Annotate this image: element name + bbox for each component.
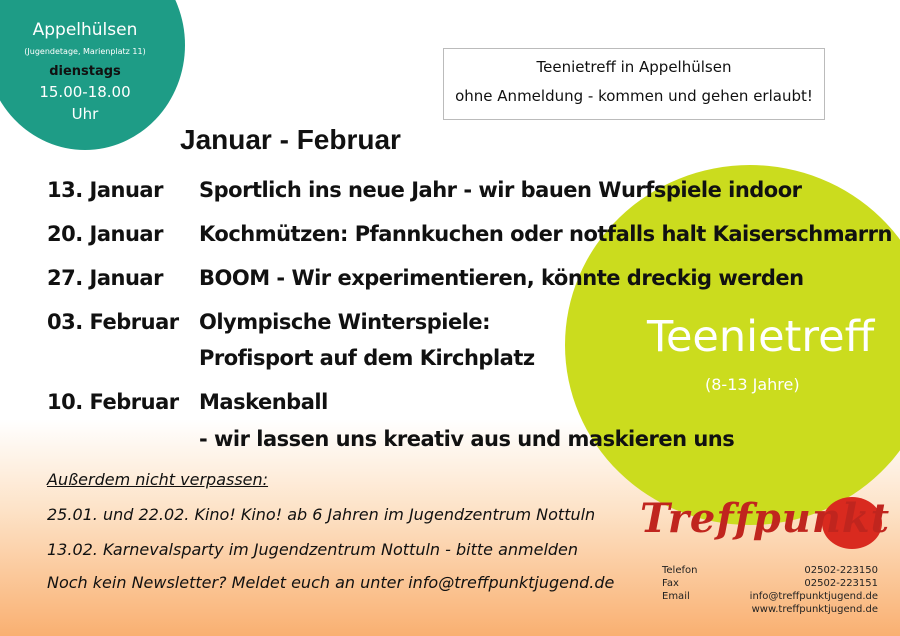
logo-text: Treffpunkt: [640, 495, 891, 542]
contact-label: Telefon: [662, 565, 698, 576]
contact-values: [745, 565, 878, 617]
contact-phone: 02502-223150: [804, 565, 878, 576]
extras-title: Außerdem nicht verpassen:: [47, 470, 269, 489]
extras-item: Noch kein Newsletter? Meldet euch an unter info@treffpunktjugend.de: [47, 573, 615, 592]
badge-place: Appelhülsen: [32, 20, 138, 40]
page-title: Januar - Februar: [180, 124, 401, 155]
location-badge: [0, 0, 185, 150]
event-text: Sportlich ins neue Jahr - wir bauen Wurfspiele indoor: [199, 178, 802, 202]
badge-time: 15.00-18.00: [39, 83, 131, 101]
event-date: 13. Januar: [47, 178, 163, 202]
event-date: 10. Februar: [47, 390, 179, 414]
event-text: Kochmützen: Pfannkuchen oder notfalls halt Kaiserschmarrn: [199, 222, 892, 246]
badge-address: (Jugendetage, Marienplatz 11): [24, 47, 146, 56]
brand-circle: [565, 165, 900, 525]
badge-unit: Uhr: [71, 105, 99, 123]
contact-label: Email: [662, 591, 690, 602]
contact-labels: [662, 565, 697, 604]
contact-website[interactable]: www.treffpunktjugend.de: [751, 604, 878, 615]
event-date: 03. Februar: [47, 310, 179, 334]
event-date: 20. Januar: [47, 222, 163, 246]
info-line-2: ohne Anmeldung - kommen und gehen erlaubt!: [455, 87, 813, 105]
brand-title: Teenietreff: [647, 312, 875, 362]
event-text: - wir lassen uns kreativ aus und maskieren uns: [199, 427, 735, 451]
treffpunkt-logo: [640, 495, 891, 555]
event-text: Maskenball: [199, 390, 328, 414]
contact-fax: 02502-223151: [804, 578, 878, 589]
event-text: Olympische Winterspiele:: [199, 310, 491, 334]
extras-item: 13.02. Karnevalsparty im Jugendzentrum Nottuln - bitte anmelden: [47, 540, 579, 559]
event-text: BOOM - Wir experimentieren, könnte dreckig werden: [199, 266, 804, 290]
info-line-1: Teenietreff in Appelhülsen: [536, 58, 732, 76]
contact-email[interactable]: info@treffpunktjugend.de: [749, 591, 878, 602]
event-text: Profisport auf dem Kirchplatz: [199, 346, 535, 370]
contact-label: Fax: [662, 578, 679, 589]
info-box: [443, 48, 825, 120]
extras-item: 25.01. und 22.02. Kino! Kino! ab 6 Jahren im Jugendzentrum Nottuln: [47, 505, 596, 524]
event-date: 27. Januar: [47, 266, 163, 290]
badge-day: dienstags: [49, 64, 121, 79]
brand-age: (8-13 Jahre): [705, 375, 800, 394]
